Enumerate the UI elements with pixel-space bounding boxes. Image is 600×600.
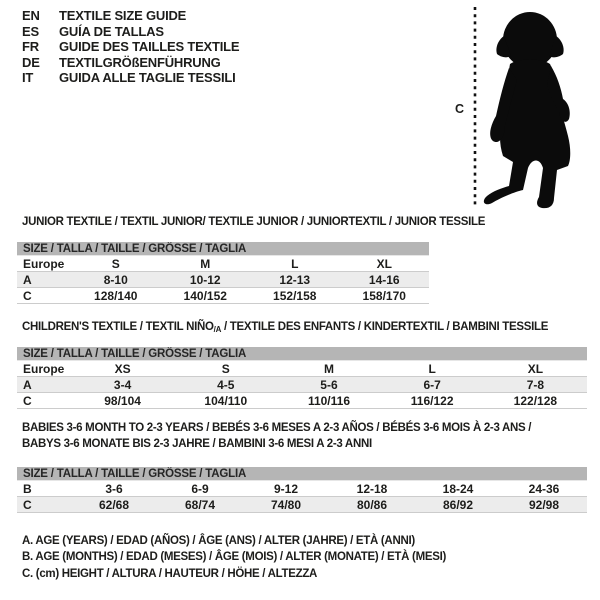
height-cell: 92/98 <box>501 497 587 513</box>
babies-size-table <box>17 467 587 513</box>
size-cell: L <box>250 256 340 272</box>
age-cell: 12-13 <box>250 272 340 288</box>
language-code: DE <box>22 54 40 70</box>
language-row-fr <box>22 39 239 55</box>
height-cell: 62/68 <box>71 497 157 513</box>
table-row-age <box>17 272 429 288</box>
age-cell: 8-10 <box>71 272 161 288</box>
footnotes <box>22 533 446 582</box>
age-cell: 7-8 <box>484 377 587 393</box>
table-row-height <box>17 288 429 304</box>
height-cell: 122/128 <box>484 393 587 409</box>
height-cell: 98/104 <box>71 393 174 409</box>
size-cell: M <box>277 361 380 377</box>
row-label: C <box>17 288 71 304</box>
row-label: C <box>17 497 71 513</box>
language-row-en <box>22 8 239 24</box>
size-header-label: SIZE / TALLA / TAILLE / GRÖSSE / TAGLIA <box>17 467 587 481</box>
babies-title-line2: BABYS 3-6 MONATE BIS 2-3 JAHRE / BAMBINI 3-6 MESI A 2-3 ANNI <box>22 438 372 450</box>
footnote-a: A. AGE (YEARS) / EDAD (AÑOS) / ÂGE (ANS) / ALTER (JAHRE) / ETÀ (ANNI) <box>22 535 415 547</box>
children-title-subscript: /A <box>213 325 222 334</box>
table-row-height <box>17 393 587 409</box>
height-cell: 80/86 <box>329 497 415 513</box>
babies-title-line1: BABIES 3-6 MONTH TO 2-3 YEARS / BEBÉS 3-6 MESES A 2-3 AÑOS / BÉBÉS 3-6 MOIS À 2-3 ANS / <box>22 422 532 434</box>
height-measure-label: C <box>455 102 465 116</box>
children-table-title <box>22 319 548 338</box>
language-row-es <box>22 24 239 40</box>
children-size-table <box>17 347 587 409</box>
junior-table-title: JUNIOR TEXTILE / TEXTIL JUNIOR/ TEXTILE JUNIOR / JUNIORTEXTIL / JUNIOR TESSILE <box>22 216 486 228</box>
months-cell: 3-6 <box>71 481 157 497</box>
months-cell: 12-18 <box>329 481 415 497</box>
language-code: IT <box>22 70 34 86</box>
size-header-bar <box>17 347 587 361</box>
height-dashed-line <box>472 7 478 207</box>
babies-table-title <box>22 420 531 452</box>
language-label: TEXTILE SIZE GUIDE <box>59 8 187 23</box>
size-cell: S <box>174 361 277 377</box>
language-code: EN <box>22 8 40 23</box>
size-header-bar <box>17 242 429 256</box>
row-label: Europe <box>17 361 71 377</box>
language-code: ES <box>22 23 39 39</box>
language-row-it <box>22 70 239 86</box>
months-cell: 24-36 <box>501 481 587 497</box>
row-label: C <box>17 393 71 409</box>
height-cell: 104/110 <box>174 393 277 409</box>
table-row-europe <box>17 256 429 272</box>
table-row-height <box>17 497 587 513</box>
age-cell: 5-6 <box>277 377 380 393</box>
age-cell: 3-4 <box>71 377 174 393</box>
size-cell: L <box>381 361 484 377</box>
months-cell: 9-12 <box>243 481 329 497</box>
language-label: GUÍA DE TALLAS <box>59 23 164 39</box>
table-row-months <box>17 481 587 497</box>
size-header-label: SIZE / TALLA / TAILLE / GRÖSSE / TAGLIA <box>17 347 587 361</box>
size-header-label: SIZE / TALLA / TAILLE / GRÖSSE / TAGLIA <box>17 242 429 256</box>
table-row-age <box>17 377 587 393</box>
language-label: GUIDE DES TAILLES TEXTILE <box>59 39 240 55</box>
junior-size-table <box>17 242 429 304</box>
size-cell: S <box>71 256 161 272</box>
height-cell: 140/152 <box>161 288 251 304</box>
footnote-b: B. AGE (MONTHS) / EDAD (MESES) / ÂGE (MOIS) / ALTER (MONATE) / ETÀ (MESI) <box>22 551 447 564</box>
language-label: TEXTILGRÖßENFÜHRUNG <box>59 54 221 70</box>
age-cell: 10-12 <box>161 272 251 288</box>
height-cell: 158/170 <box>340 288 430 304</box>
language-code: FR <box>22 39 39 55</box>
table-row-europe <box>17 361 587 377</box>
age-cell: 14-16 <box>340 272 430 288</box>
height-cell: 86/92 <box>415 497 501 513</box>
height-cell: 110/116 <box>277 393 380 409</box>
language-label: GUIDA ALLE TAGLIE TESSILI <box>59 70 236 86</box>
months-cell: 18-24 <box>415 481 501 497</box>
children-title-text: CHILDREN'S TEXTILE / TEXTIL NIÑO <box>22 321 214 333</box>
height-cell: 68/74 <box>157 497 243 513</box>
size-cell: M <box>161 256 251 272</box>
height-cell: 152/158 <box>250 288 340 304</box>
footnote-c: C. (cm) HEIGHT / ALTURA / HAUTEUR / HÖHE / ALTEZZA <box>22 567 318 580</box>
row-label: A <box>17 272 71 288</box>
language-row-de <box>22 55 239 71</box>
size-header-bar <box>17 467 587 481</box>
age-cell: 4-5 <box>174 377 277 393</box>
months-cell: 6-9 <box>157 481 243 497</box>
children-title-text: / TEXTILE DES ENFANTS / KINDERTEXTIL / BAMBINI TESSILE <box>221 321 549 333</box>
size-cell: XL <box>484 361 587 377</box>
row-label: A <box>17 377 71 393</box>
row-label: Europe <box>17 256 71 272</box>
height-cell: 74/80 <box>243 497 329 513</box>
size-cell: XS <box>71 361 174 377</box>
height-cell: 116/122 <box>381 393 484 409</box>
age-cell: 6-7 <box>381 377 484 393</box>
height-cell: 128/140 <box>71 288 161 304</box>
toddler-silhouette-icon <box>480 6 580 210</box>
row-label: B <box>17 481 71 497</box>
size-cell: XL <box>340 256 430 272</box>
language-list <box>22 8 239 86</box>
